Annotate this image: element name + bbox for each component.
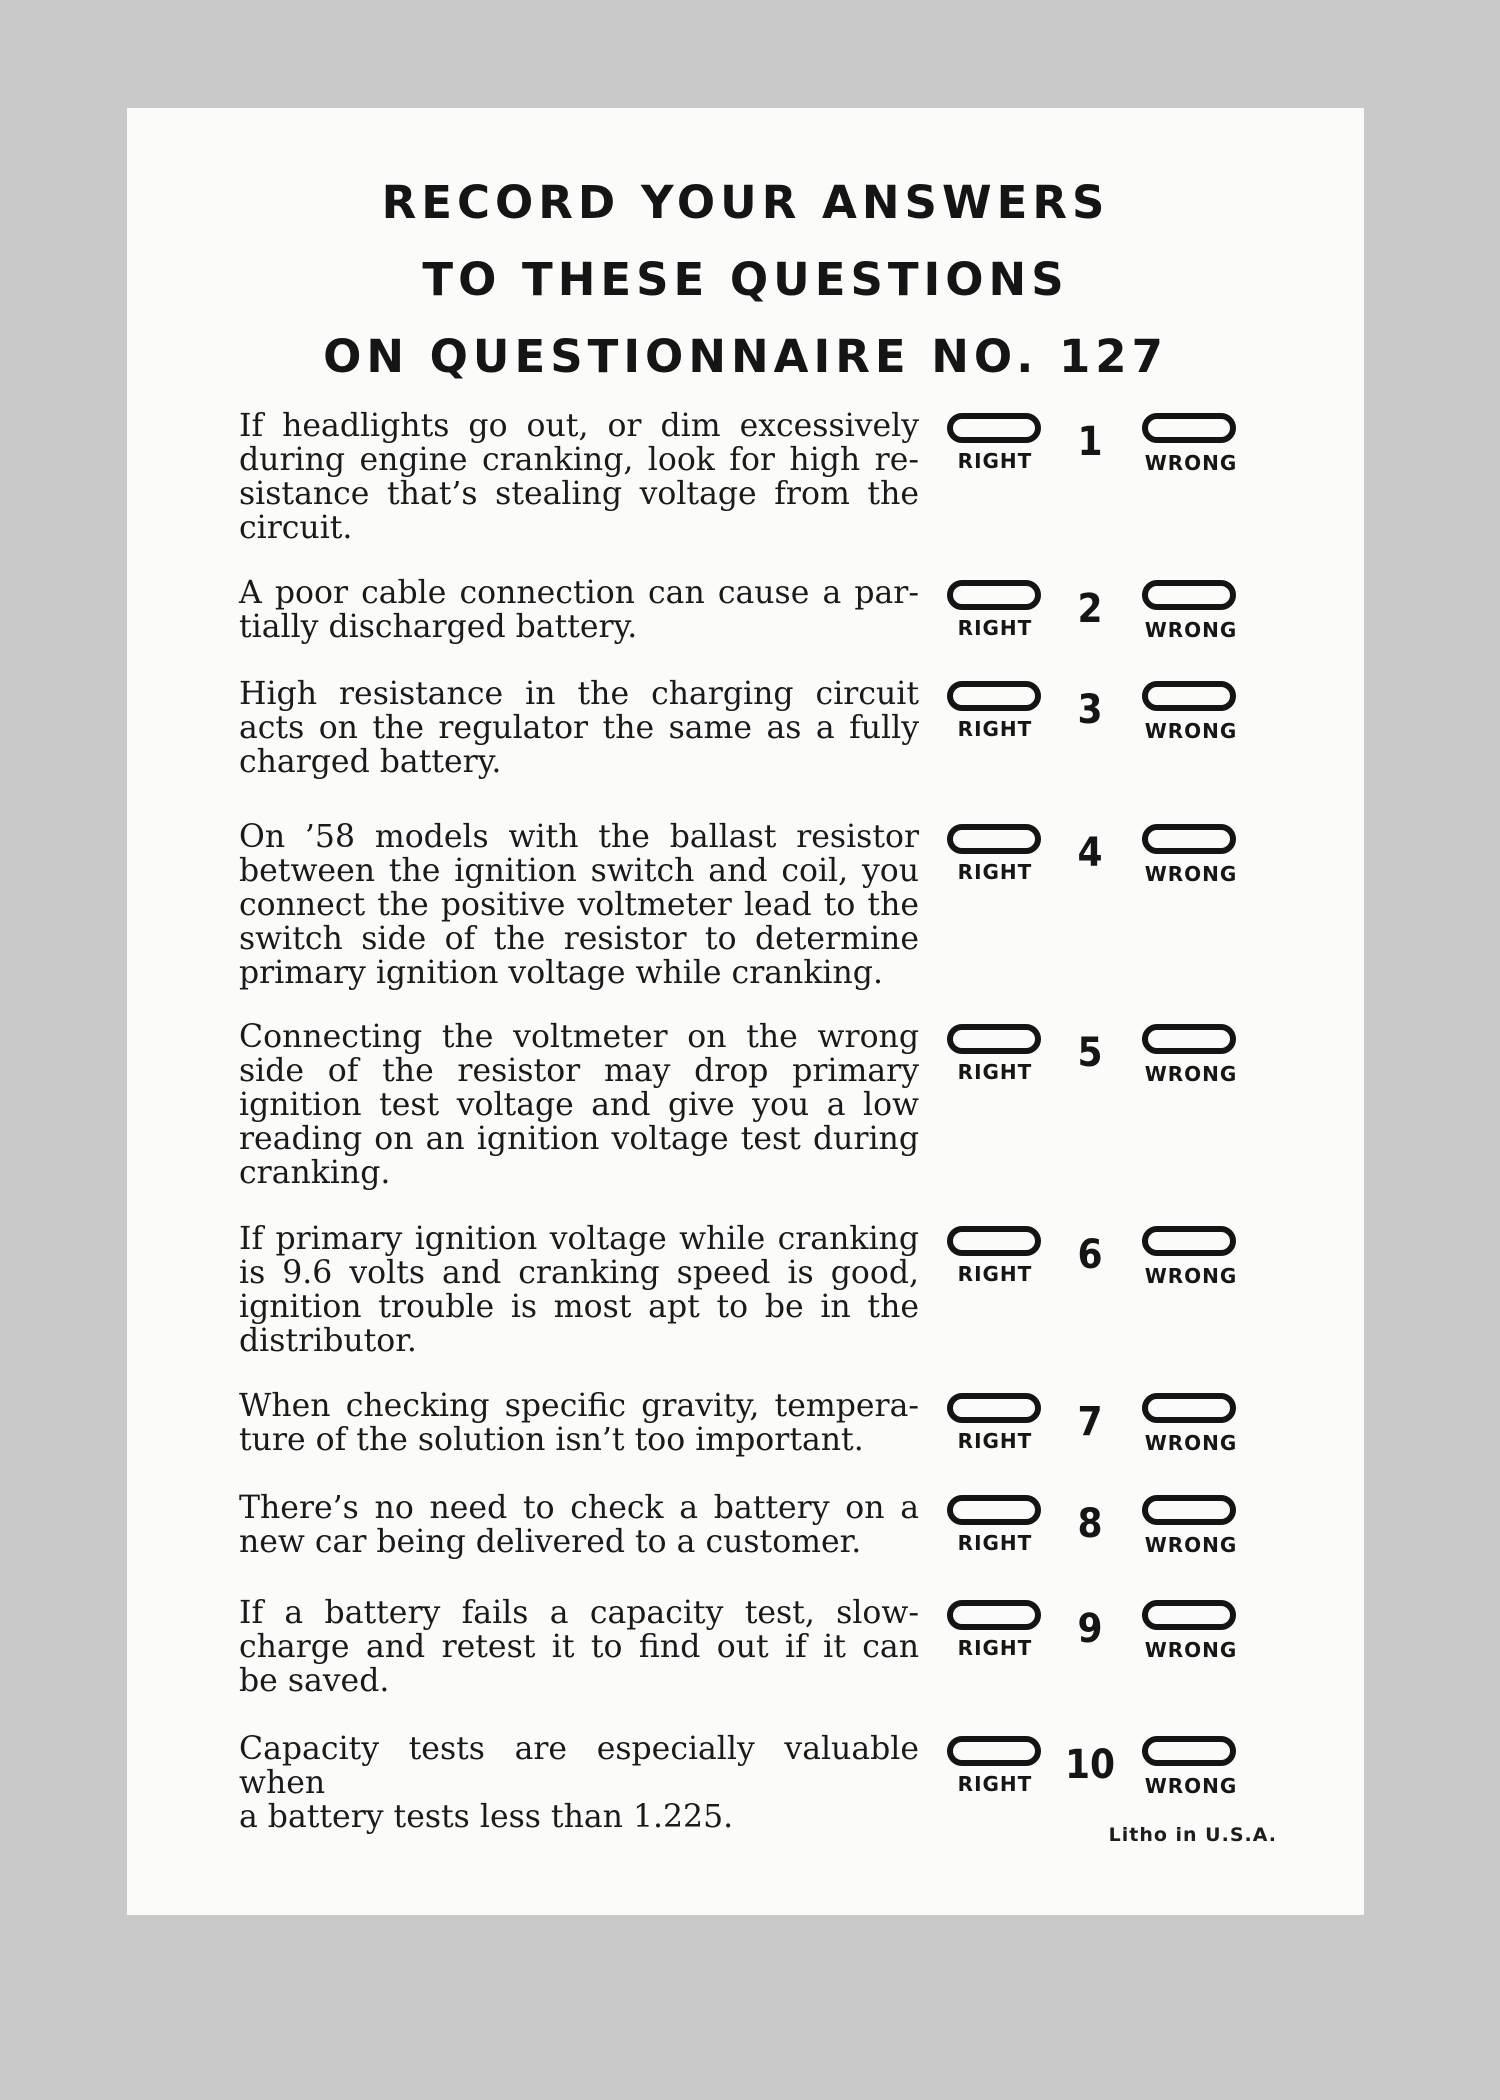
answer-bubble-right[interactable] <box>947 1736 1041 1766</box>
question-text-line: tially discharged battery. <box>239 609 638 645</box>
right-label: RIGHT <box>957 1772 1033 1796</box>
question-text-line: A poor cable connection can cause a par- <box>239 575 919 611</box>
wrong-label: WRONG <box>1144 862 1238 886</box>
question-text <box>239 576 919 644</box>
question-text <box>239 1389 919 1457</box>
question-text-line: When checking specific gravity, tempera- <box>239 1388 919 1424</box>
right-label: RIGHT <box>957 1531 1033 1555</box>
answer-bubble-right[interactable] <box>947 413 1041 443</box>
right-label: RIGHT <box>957 717 1033 741</box>
answer-bubble-wrong[interactable] <box>1142 1393 1236 1423</box>
wrong-label: WRONG <box>1144 719 1238 743</box>
question-text-line: circuit. <box>239 510 353 546</box>
question-text-line: be saved. <box>239 1663 390 1699</box>
question-number: 6 <box>1077 1232 1103 1278</box>
question-text <box>239 820 919 990</box>
question-number: 4 <box>1077 830 1103 876</box>
answer-bubble-right[interactable] <box>947 1226 1041 1256</box>
answer-bubble-right[interactable] <box>947 1600 1041 1630</box>
question-number: 3 <box>1077 687 1103 733</box>
question-number: 2 <box>1077 586 1103 632</box>
wrong-label: WRONG <box>1144 1533 1238 1557</box>
question-text-line: ture of the solution isn’t too important. <box>239 1422 864 1458</box>
question-number: 10 <box>1064 1742 1116 1788</box>
right-label: RIGHT <box>957 616 1033 640</box>
litho-note: Litho in U.S.A. <box>1108 1824 1277 1846</box>
question-text <box>239 1596 919 1698</box>
right-label: RIGHT <box>957 1060 1033 1084</box>
question-number: 9 <box>1077 1606 1103 1652</box>
question-text <box>239 1491 919 1559</box>
question-text-line: ignition trouble is most apt to be in the <box>239 1289 919 1325</box>
question-text-line: between the ignition switch and coil, you <box>239 853 919 889</box>
question-text-line: a battery tests less than 1.225. <box>239 1799 734 1835</box>
right-label: RIGHT <box>957 1636 1033 1660</box>
title-line-1: RECORD YOUR ANSWERS <box>381 176 1110 229</box>
question-number: 7 <box>1077 1399 1103 1445</box>
question-number: 8 <box>1077 1501 1103 1547</box>
question-number: 1 <box>1077 419 1103 465</box>
wrong-label: WRONG <box>1144 1638 1238 1662</box>
question-text <box>239 1732 919 1834</box>
answer-bubble-wrong[interactable] <box>1142 1495 1236 1525</box>
question-text-line: primary ignition voltage while cranking. <box>239 955 883 991</box>
question-text-line: charge and retest it to find out if it can <box>239 1629 919 1665</box>
question-text-line: If primary ignition voltage while cranking <box>239 1221 919 1257</box>
answer-bubble-right[interactable] <box>947 824 1041 854</box>
wrong-label: WRONG <box>1144 1264 1238 1288</box>
question-text-line: reading on an ignition voltage test during <box>239 1121 919 1157</box>
question-text-line: High resistance in the charging circuit <box>239 676 919 712</box>
right-label: RIGHT <box>957 860 1033 884</box>
answer-bubble-wrong[interactable] <box>1142 413 1236 443</box>
question-text-line: Connecting the voltmeter on the wrong <box>239 1019 919 1055</box>
question-text-line: new car being delivered to a customer. <box>239 1524 862 1560</box>
question-text-line: There’s no need to check a battery on a <box>239 1490 919 1526</box>
question-text-line: sistance that’s stealing voltage from the <box>239 476 919 512</box>
title-line-3: ON QUESTIONNAIRE NO. 127 <box>323 330 1168 383</box>
question-text <box>239 1222 919 1358</box>
right-label: RIGHT <box>957 1262 1033 1286</box>
answer-bubble-right[interactable] <box>947 681 1041 711</box>
answer-bubble-wrong[interactable] <box>1142 681 1236 711</box>
question-text-line: charged battery. <box>239 744 502 780</box>
question-text-line: On ’58 models with the ballast resistor <box>239 819 919 855</box>
question-text-line: is 9.6 volts and cranking speed is good, <box>239 1255 919 1291</box>
question-text-line: switch side of the resistor to determine <box>239 921 919 957</box>
question-text-line: side of the resistor may drop primary <box>239 1053 919 1089</box>
right-label: RIGHT <box>957 1429 1033 1453</box>
answer-bubble-right[interactable] <box>947 1024 1041 1054</box>
wrong-label: WRONG <box>1144 451 1238 475</box>
wrong-label: WRONG <box>1144 1431 1238 1455</box>
answer-bubble-wrong[interactable] <box>1142 580 1236 610</box>
question-text <box>239 1020 919 1190</box>
question-text-line: If a battery fails a capacity test, slow- <box>239 1595 919 1631</box>
wrong-label: WRONG <box>1144 618 1238 642</box>
answer-bubble-wrong[interactable] <box>1142 1226 1236 1256</box>
answer-bubble-right[interactable] <box>947 580 1041 610</box>
question-number: 5 <box>1077 1030 1103 1076</box>
question-text-line: If headlights go out, or dim excessively <box>239 408 919 444</box>
wrong-label: WRONG <box>1144 1062 1238 1086</box>
answer-bubble-right[interactable] <box>947 1393 1041 1423</box>
answer-bubble-wrong[interactable] <box>1142 824 1236 854</box>
question-text-line: ignition test voltage and give you a low <box>239 1087 919 1123</box>
page-title <box>127 164 1364 395</box>
answer-bubble-wrong[interactable] <box>1142 1736 1236 1766</box>
question-text-line: during engine cranking, look for high re- <box>239 442 919 478</box>
right-label: RIGHT <box>957 449 1033 473</box>
answer-bubble-right[interactable] <box>947 1495 1041 1525</box>
question-text-line: connect the positive voltmeter lead to the <box>239 887 919 923</box>
question-text-line: cranking. <box>239 1155 391 1191</box>
questionnaire-sheet <box>127 108 1364 1915</box>
answer-bubble-wrong[interactable] <box>1142 1024 1236 1054</box>
question-text-line: acts on the regulator the same as a fully <box>239 710 919 746</box>
answer-bubble-wrong[interactable] <box>1142 1600 1236 1630</box>
question-text-line: Capacity tests are especially valuable when <box>239 1731 919 1801</box>
title-line-2: TO THESE QUESTIONS <box>422 253 1069 306</box>
question-text-line: distributor. <box>239 1323 417 1359</box>
wrong-label: WRONG <box>1144 1774 1238 1798</box>
question-text <box>239 677 919 779</box>
question-text <box>239 409 919 545</box>
